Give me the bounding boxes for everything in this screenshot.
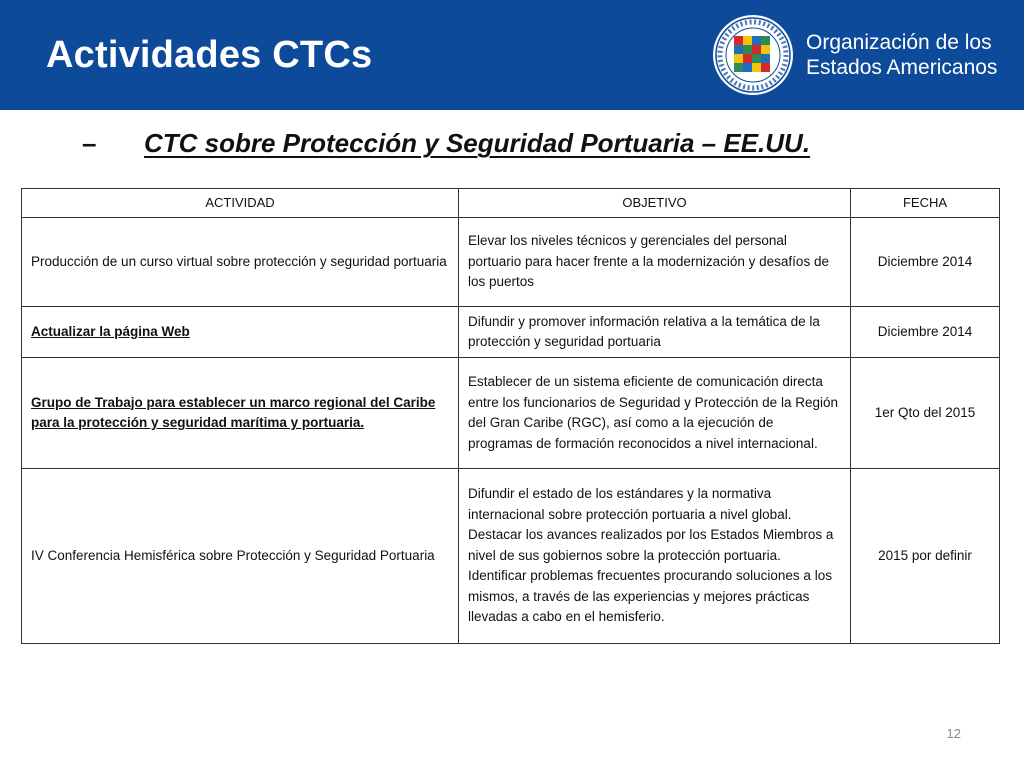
cell-fecha: Diciembre 2014 [851, 307, 1000, 358]
page-number: 12 [946, 726, 961, 741]
table-header-row [22, 189, 1000, 218]
subtitle-text: CTC sobre Protección y Seguridad Portuaria – EE.UU. [144, 128, 811, 158]
table-row [22, 469, 1000, 644]
cell-objetivo: Elevar los niveles técnicos y gerenciales del personal portuario para hacer frente a la modernización y desafíos de los puertos [459, 218, 851, 307]
org-name-line-2: Estados Americanos [806, 56, 998, 79]
section-subtitle [82, 128, 810, 159]
cell-fecha: Diciembre 2014 [851, 218, 1000, 307]
activities-table [21, 188, 1000, 644]
cell-actividad-link[interactable]: Grupo de Trabajo para establecer un marco regional del Caribe para la protección y seguridad marítima y portuaria. [22, 358, 459, 469]
cell-objetivo: Establecer de un sistema eficiente de comunicación directa entre los funcionarios de Seguridad y Protección de la Región del Gran Caribe (RGC), así como a la ejecución de programas de formación reconocidos a nivel internacional. [459, 358, 851, 469]
header-fecha: FECHA [851, 189, 1000, 218]
header-objetivo: OBJETIVO [459, 189, 851, 218]
cell-actividad-link[interactable]: Actualizar la página Web [22, 307, 459, 358]
cell-objetivo: Difundir y promover información relativa a la temática de la protección y seguridad portuaria [459, 307, 851, 358]
oas-seal-icon [712, 14, 794, 96]
table-row [22, 218, 1000, 307]
page-title: Actividades CTCs [46, 34, 373, 76]
cell-actividad: Producción de un curso virtual sobre protección y seguridad portuaria [22, 218, 459, 307]
header-actividad: ACTIVIDAD [22, 189, 459, 218]
subtitle-dash: – [82, 128, 97, 158]
header-bar [0, 0, 1024, 110]
cell-actividad: IV Conferencia Hemisférica sobre Protección y Seguridad Portuaria [22, 469, 459, 644]
cell-fecha: 1er Qto del 2015 [851, 358, 1000, 469]
cell-objetivo: Difundir el estado de los estándares y la normativa internacional sobre protección portuaria a nivel global. Destacar los avances realizados por los Estados Miembros a nivel de sus gobiernos sobre la protección portuaria. Identificar problemas frecuentes procurando soluciones a los mismos, a través de las experiencias y mejores prácticas llevadas a cabo en el hemisferio. [459, 469, 851, 644]
org-name-line-1: Organización de los [806, 31, 992, 54]
table-row [22, 358, 1000, 469]
table-row [22, 307, 1000, 358]
organization-name [806, 30, 997, 80]
cell-fecha: 2015 por definir [851, 469, 1000, 644]
